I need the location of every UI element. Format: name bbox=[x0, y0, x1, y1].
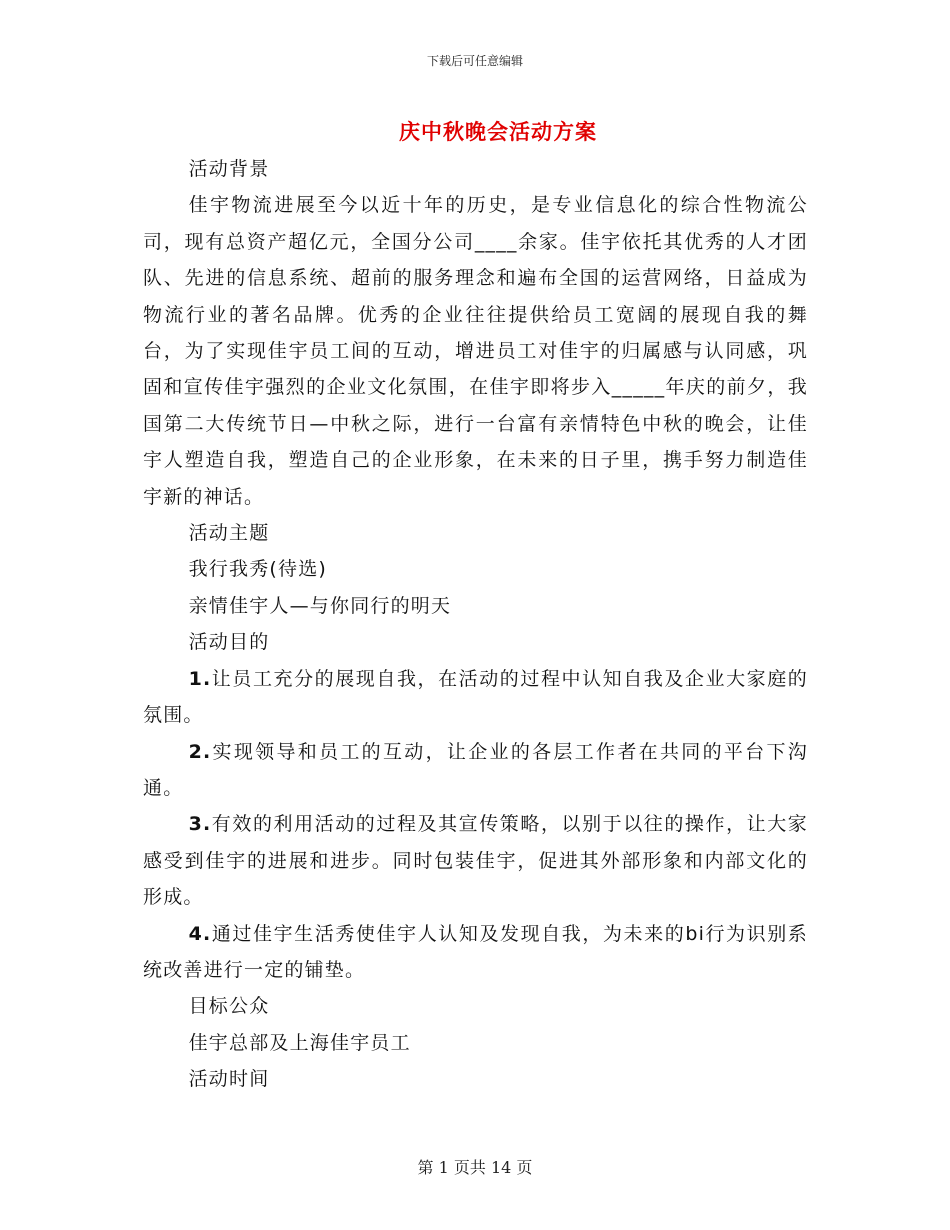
purpose-item-text: 通过佳宇生活秀使佳宇人认知及发现自我，为未来的bi行为识别系统改善进行一定的铺垫。 bbox=[143, 922, 808, 981]
section-heading-audience: 目标公众 bbox=[188, 995, 270, 1018]
purpose-item-2 bbox=[143, 734, 808, 807]
audience-text: 佳宇总部及上海佳宇员工 bbox=[188, 1031, 411, 1054]
purpose-item-number: 2. bbox=[188, 740, 212, 763]
section-heading-background: 活动背景 bbox=[188, 158, 270, 180]
theme-option-2: 亲情佳宇人—与你同行的明天 bbox=[188, 594, 452, 617]
purpose-item-number: 3. bbox=[188, 813, 212, 836]
purpose-item-4 bbox=[143, 916, 808, 989]
purpose-item-3 bbox=[143, 806, 808, 915]
document-title: 庆中秋晚会活动方案 bbox=[399, 120, 597, 144]
purpose-item-text: 让员工充分的展现自我，在活动的过程中认知自我及企业大家庭的氛围。 bbox=[143, 667, 808, 727]
purpose-item-text: 实现领导和员工的互动，让企业的各层工作者在共同的平台下沟通。 bbox=[143, 740, 808, 799]
purpose-item-text: 有效的利用活动的过程及其宣传策略，以别于以往的操作，让大家感受到佳宇的进展和进步。同时包装佳宇，促进其外部形象和内部文化的形成。 bbox=[143, 813, 808, 909]
page-number: 第 1 页共 14 页 bbox=[417, 1158, 533, 1177]
purpose-item-1 bbox=[143, 661, 808, 734]
section-heading-time: 活动时间 bbox=[188, 1068, 270, 1091]
download-note: 下载后可任意编辑 bbox=[426, 54, 523, 68]
section-heading-theme: 活动主题 bbox=[188, 522, 270, 545]
theme-option-1: 我行我秀(待选) bbox=[188, 558, 328, 581]
section-heading-purpose: 活动目的 bbox=[188, 631, 270, 654]
purpose-item-number: 4. bbox=[188, 922, 212, 945]
document-body bbox=[143, 151, 808, 1098]
background-paragraph: 佳宇物流进展至今以近十年的历史，是专业信息化的综合性物流公司，现有总资产超亿元，全国分公司____余家。佳宇依托其优秀的人才团队、先进的信息系统、超前的服务理念和遍布全国的运营网络，日益成为物流行业的著名品牌。优秀的企业往往提供给员工宽阔的展现自我的舞台，为了实现佳宇员工间的互动，增进员工对佳宇的归属感与认同感，巩固和宣传佳宇强烈的企业文化氛围，在佳宇即将步入_____年庆的前夕，我国第二大传统节日—中秋之际，进行一台富有亲情特色中秋的晚会，让佳宇人塑造自我，塑造自己的企业形象，在未来的日子里，携手努力制造佳宇新的神话。 bbox=[143, 194, 808, 508]
purpose-item-number: 1. bbox=[188, 667, 212, 690]
